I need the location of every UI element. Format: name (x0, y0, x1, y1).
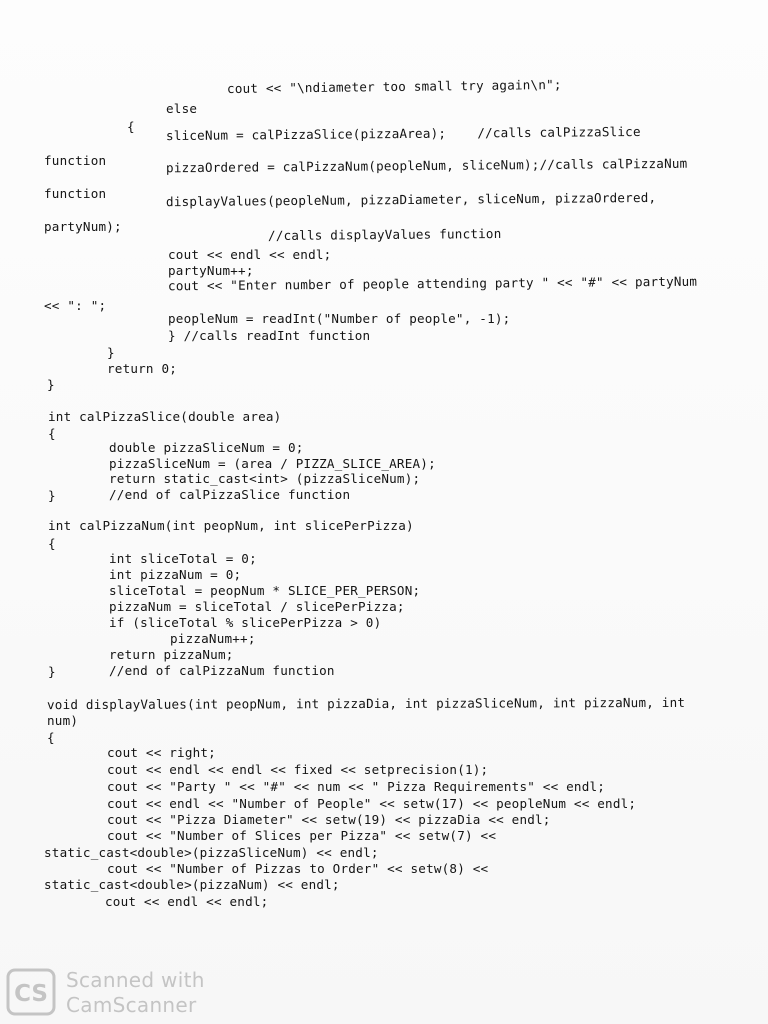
code-line: return 0; (107, 361, 178, 376)
code-line: static_cast<double>(pizzaNum) << endl; (44, 877, 340, 892)
code-line: { (48, 536, 56, 551)
code-line: { (127, 119, 135, 134)
code-line: //end of calPizzaNum function (109, 663, 335, 678)
code-line: partyNum++; (168, 263, 254, 278)
code-line: cout << "Enter number of people attending party " << "#" << partyNum (167, 273, 698, 294)
code-line: double pizzaSliceNum = 0; (109, 440, 304, 455)
code-line: if (sliceTotal % slicePerPizza > 0) (109, 615, 382, 630)
code-line: cout << endl << endl << fixed << setprecision(1); (107, 762, 489, 777)
logo-text: CS (14, 981, 48, 1007)
code-line: } (48, 664, 56, 679)
code-line: { (48, 426, 56, 441)
code-line: peopleNum = readInt("Number of people", -1); (168, 311, 511, 326)
code-line: int sliceTotal = 0; (109, 551, 257, 566)
code-line: int pizzaNum = 0; (109, 567, 242, 582)
code-line: sliceNum = calPizzaSlice(pizzaArea); //calls calPizzaSlice (165, 123, 641, 144)
code-line: pizzaOrdered = calPizzaNum(peopleNum, sliceNum);//calls calPizzaNum (165, 155, 688, 176)
code-line: cout << "Party " << "#" << num << " Pizza Requirements" << endl; (107, 779, 606, 794)
code-line: function (44, 153, 107, 168)
code-line: cout << endl << endl; (168, 247, 332, 262)
code-line: cout << "Number of Slices per Pizza" << setw(7) << (107, 828, 497, 843)
code-line: } (48, 488, 56, 503)
code-line: void displayValues(int peopNum, int pizzaDia, int pizzaSliceNum, int pizzaNum, int (46, 694, 686, 713)
code-line: cout << endl << endl; (105, 894, 269, 909)
code-line: { (47, 730, 55, 745)
code-line: pizzaNum = sliceTotal / slicePerPizza; (109, 599, 405, 614)
code-line: displayValues(peopleNum, pizzaDiameter, sliceNum, pizzaOrdered, (165, 189, 657, 210)
watermark-line-2: CamScanner (66, 993, 197, 1017)
code-line: cout << endl << "Number of People" << setw(17) << peopleNum << endl; (107, 796, 637, 811)
code-line: << ": "; (44, 298, 107, 313)
watermark-line-1: Scanned with (66, 968, 205, 992)
code-line: static_cast<double>(pizzaSliceNum) << endl; (44, 845, 379, 860)
code-line: //end of calPizzaSlice function (109, 487, 351, 502)
code-line: cout << "Number of Pizzas to Order" << setw(8) << (107, 861, 489, 876)
code-line: } (47, 377, 55, 392)
code-line: cout << right; (107, 745, 216, 760)
code-line: sliceTotal = peopNum * SLICE_PER_PERSON; (109, 583, 421, 598)
camscanner-logo-icon (6, 968, 56, 1016)
code-line: return static_cast<int> (pizzaSliceNum); (109, 471, 421, 486)
code-line: num) (47, 713, 79, 728)
code-line: function (44, 186, 107, 201)
code-line: partyNum); (44, 219, 122, 234)
code-line: pizzaSliceNum = (area / PIZZA_SLICE_AREA); (109, 456, 436, 471)
code-line: //calls displayValues function (267, 225, 502, 244)
code-line: int calPizzaSlice(double area) (48, 409, 282, 424)
code-line: pizzaNum++; (170, 631, 256, 646)
code-line: } //calls readInt function (168, 328, 371, 343)
camscanner-watermark (6, 968, 206, 1018)
code-line: int calPizzaNum(int peopNum, int slicePerPizza) (48, 518, 414, 533)
code-line: } (107, 345, 115, 360)
code-line: cout << "Pizza Diameter" << setw(19) << pizzaDia << endl; (107, 812, 551, 827)
code-line: cout << "\ndiameter too small try again\n"; (226, 76, 562, 97)
code-line: return pizzaNum; (109, 647, 234, 662)
code-line: else (166, 101, 198, 116)
